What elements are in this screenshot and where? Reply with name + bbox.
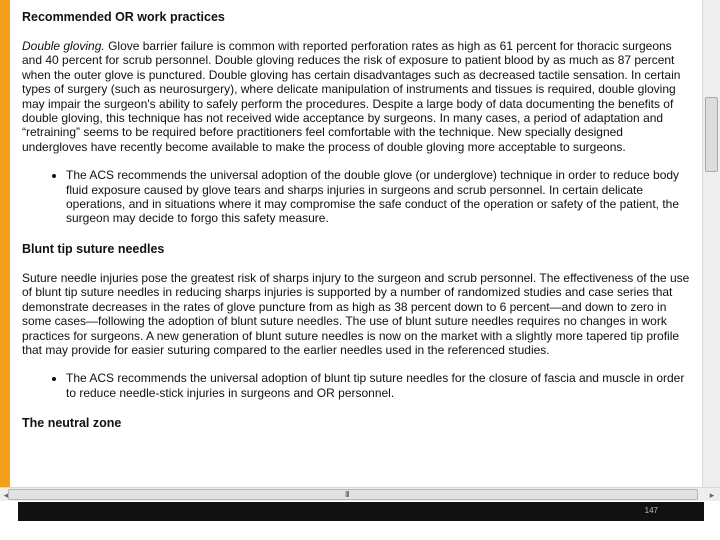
horizontal-scroll-thumb[interactable] [8, 489, 698, 500]
blunt-needles-paragraph: Suture needle injuries pose the greatest risk of sharps injury to the surgeon and scrub personnel. The effectiveness of the use of blunt tip suture needles in reducing sharps injuries is supported by a number of randomized studies and case series that demonstrate decreases in the rates of glove puncture from as high as 38 percent down to 6 percent—and down to zero in some cases—following the adoption of blunt suture needles. The use of blunt suture needles requires no changes in work practices for surgeons. A new generation of blunt suture needles is now on the market with a slightly more tapered tip profile that may provide for easier suturing compared to the earlier needles used in the referenced studies. [22, 270, 690, 357]
double-gloving-lead: Double gloving. [22, 39, 105, 53]
accent-bar [0, 0, 10, 487]
document-content [22, 4, 690, 486]
section-heading-blunt-needles: Blunt tip suture needles [22, 241, 165, 256]
blunt-needles-list [22, 371, 690, 400]
vertical-scroll-thumb[interactable] [705, 97, 718, 172]
blunt-needles-recommendation: • The ACS recommends the universal adoption of blunt tip suture needles for the closure of fascia and muscle in order to reduce needle-stick injuries in surgeons and OR personnel. [66, 371, 690, 400]
scroll-grip-icon: III [345, 490, 349, 499]
scroll-left-arrow-icon[interactable]: ◂ [3, 490, 9, 500]
double-gloving-paragraph [22, 39, 690, 154]
scroll-right-arrow-icon[interactable]: ▸ [709, 490, 715, 500]
double-gloving-list [22, 168, 690, 226]
vertical-scrollbar[interactable] [702, 0, 720, 487]
section-heading-neutral-zone: The neutral zone [22, 416, 122, 431]
section-heading-or-practices: Recommended OR work practices [22, 10, 225, 24]
horizontal-scrollbar[interactable] [0, 487, 720, 501]
double-gloving-text: Glove barrier failure is common with reported perforation rates as high as 61 percent for thoracic surgeons and 40 percent for scrub personnel. Double gloving reduces the risk of exposure to patient blood by as much as 87 percent when the outer glove is punctured. Double gloving has certain disadvantages such as decreased tactile sensation. In certain types of surgery (such as neurosurgery), where delicate manipulation of instruments and tissues is required, double gloving may impair the surgeon's ability to safely perform the procedures. Despite a large body of data documenting the benefits of double gloving, this technique has not received wide acceptance by surgeons. In many cases, a period of adaptation and “retraining” seems to be required before practitioners feel comfortable with the technique. New specially designed undergloves have recently become available to make the process of double gloving more acceptable to surgeons. [22, 39, 681, 154]
double-gloving-recommendation: • The ACS recommends the universal adoption of the double glove (or underglove) technique in order to reduce body fluid exposure caused by glove tears and sharps injuries in surgeons and scrub personnel. In certain delicate operations, and in situations where it may compromise the safe conduct of the operation or safety of the patient, the surgeon may decide to forgo this safety measure. [66, 168, 690, 226]
page-number: 147 [644, 506, 658, 515]
slide-footer [18, 502, 704, 521]
